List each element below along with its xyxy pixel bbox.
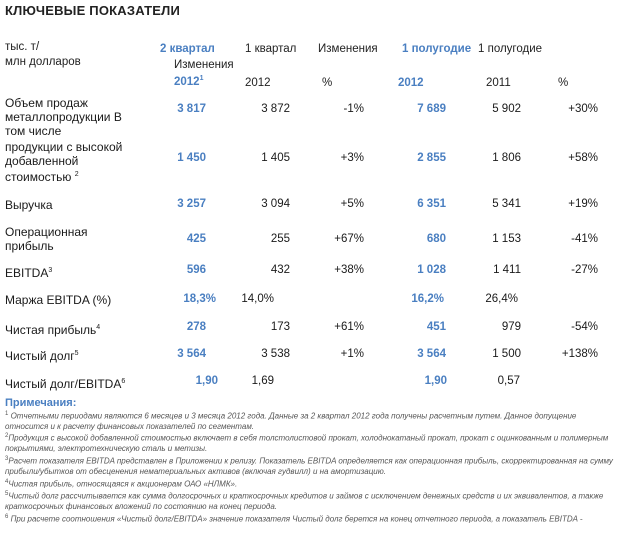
cell-opprofit-q1: 255 <box>270 233 290 245</box>
unit-label-line2: млн долларов <box>5 56 81 68</box>
cell-ebitda-hchg: -27% <box>571 264 598 276</box>
cell-netprofit-q2: 278 <box>186 321 206 333</box>
cell-margin-h11: 26,4% <box>485 293 518 305</box>
cell-netdebt-h12: 3 564 <box>417 348 446 360</box>
header-h1-2012-year: 2012 <box>398 77 424 89</box>
cell-sales-chg: -1% <box>343 103 364 115</box>
page-title: КЛЮЧЕВЫЕ ПОКАЗАТЕЛИ <box>5 3 181 18</box>
cell-margin-h12: 16,2% <box>411 293 444 305</box>
cell-netdebt-hchg: +138% <box>561 348 598 360</box>
cell-revenue-hchg: +19% <box>568 198 598 210</box>
cell-ratio-h11: 0,57 <box>497 375 520 387</box>
header-change-pct: % <box>322 77 333 89</box>
note-5: $^5$Чистый долг рассчитывается как сумма долгосрочных и краткосрочных кредитов и займов с исключением денежных средств и их эквивалентов, а также краткосрочных финансовых вложений по состоянию на конец периода. <box>5 491 604 512</box>
cell-hva-chg: +3% <box>340 152 364 164</box>
cell-margin-q1: 14,0% <box>241 293 274 305</box>
cell-netdebt-q2: 3 564 <box>177 348 206 360</box>
cell-sales-q2: 3 817 <box>177 103 206 115</box>
cell-netprofit-chg: +61% <box>334 321 364 333</box>
header-q2-year: 2012$^1$ <box>174 75 204 88</box>
cell-hva-h11: 1 806 <box>492 152 521 164</box>
header-q1-year: 2012 <box>245 77 271 89</box>
cell-netdebt-q1: 3 538 <box>261 348 290 360</box>
cell-netprofit-q1: 173 <box>270 321 290 333</box>
note-3: $^3$Расчет показателя EBITDA представлен в Приложении к релизу. Показатель EBITDA определяется как операционная прибыль, скорректированная на сумму прибыли/убытков от обесценения нематериальных активов (включая гудвилл) и на амортизацию. <box>5 456 613 477</box>
row-label-hva: продукции с высокой добавленной стоимостью $^2$ <box>5 140 123 184</box>
header-h1-2011: 1 полугодие <box>478 43 543 55</box>
header-h1-change-pct: % <box>558 77 569 89</box>
header-h1-2012: 1 полугодие <box>402 43 472 55</box>
note-4: $^4$Чистая прибыль, относящаяся к акционерам ОАО «НЛМК». <box>5 479 238 489</box>
cell-hva-hchg: +58% <box>568 152 598 164</box>
cell-hva-q1: 1 405 <box>261 152 290 164</box>
cell-netprofit-hchg: -54% <box>571 321 598 333</box>
cell-opprofit-q2: 425 <box>186 233 206 245</box>
cell-margin-q2: 18,3% <box>183 293 216 305</box>
note-6: $^6$ При расчете соотношения «Чистый долг/EBITDA» значение показателя Чистый долг берется на конец отчетного периода, а показатель EBITDA - <box>5 514 583 524</box>
cell-ratio-h12: 1,90 <box>424 375 447 387</box>
cell-netprofit-h12: 451 <box>426 321 446 333</box>
cell-opprofit-chg: +67% <box>334 233 364 245</box>
header-q2-2012: 2 квартал <box>160 43 215 55</box>
cell-ebitda-h12: 1 028 <box>417 264 446 276</box>
cell-sales-q1: 3 872 <box>261 103 290 115</box>
note-2: $^2$Продукция с высокой добавленной стоимостью включает в себя толстолистовой прокат, холоднокатаный прокат, прокат с оцинкованным и полимерным покрытиями, электротехническую сталь и метизы. <box>5 433 609 454</box>
row-label-operating-profit: Операционная прибыль <box>5 225 88 253</box>
row-label-net-profit: Чистая прибыль$^4$ <box>5 323 101 337</box>
cell-ebitda-h11: 1 411 <box>493 264 521 276</box>
cell-ebitda-chg: +38% <box>334 264 364 276</box>
cell-netdebt-chg: +1% <box>340 348 364 360</box>
row-label-net-debt-ebitda: Чистый долг/EBITDA$^6$ <box>5 377 126 391</box>
cell-opprofit-h11: 1 153 <box>492 233 521 245</box>
cell-revenue-h12: 6 351 <box>417 198 446 210</box>
cell-hva-h12: 2 855 <box>417 152 446 164</box>
header-h1-2011-year: 2011 <box>486 77 511 89</box>
row-label-ebitda: EBITDA$^3$ <box>5 266 53 280</box>
cell-revenue-q2: 3 257 <box>177 198 206 210</box>
row-label-net-debt: Чистый долг$^5$ <box>5 349 79 363</box>
unit-label-line1: тыс. т/ <box>5 41 40 53</box>
cell-netdebt-h11: 1 500 <box>492 348 521 360</box>
row-label-revenue: Выручка <box>5 198 53 212</box>
cell-ebitda-q1: 432 <box>270 264 290 276</box>
cell-opprofit-h12: 680 <box>426 233 446 245</box>
cell-ratio-q2: 1,90 <box>195 375 218 387</box>
header-q1-2012: 1 квартал <box>245 43 297 55</box>
header-change-mid: Изменения <box>174 59 234 71</box>
note-1: $^1$ Отчетными периодами являются 6 месяцев и 3 месяца 2012 года. Данные за 2 квартал 2012 года получены расчетным путем. Данное допущение относится и к расчету финансовых показателей по сегментам. <box>5 411 577 432</box>
cell-sales-hchg: +30% <box>568 103 598 115</box>
header-change: Изменения <box>318 43 378 55</box>
cell-revenue-h11: 5 341 <box>492 198 521 210</box>
cell-revenue-q1: 3 094 <box>261 198 290 210</box>
cell-ratio-q1: 1,69 <box>251 375 274 387</box>
notes-title: Примечания: <box>5 397 77 409</box>
row-label-ebitda-margin: Маржа EBITDA (%) <box>5 293 112 307</box>
cell-opprofit-hchg: -41% <box>571 233 598 245</box>
row-label-sales: Объем продаж металлопродукции В том числе <box>5 96 122 138</box>
cell-revenue-chg: +5% <box>340 198 364 210</box>
cell-ebitda-q2: 596 <box>186 264 206 276</box>
cell-netprofit-h11: 979 <box>501 321 521 333</box>
cell-sales-h11: 5 902 <box>492 103 521 115</box>
cell-hva-q2: 1 450 <box>177 152 206 164</box>
cell-sales-h12: 7 689 <box>417 103 446 115</box>
